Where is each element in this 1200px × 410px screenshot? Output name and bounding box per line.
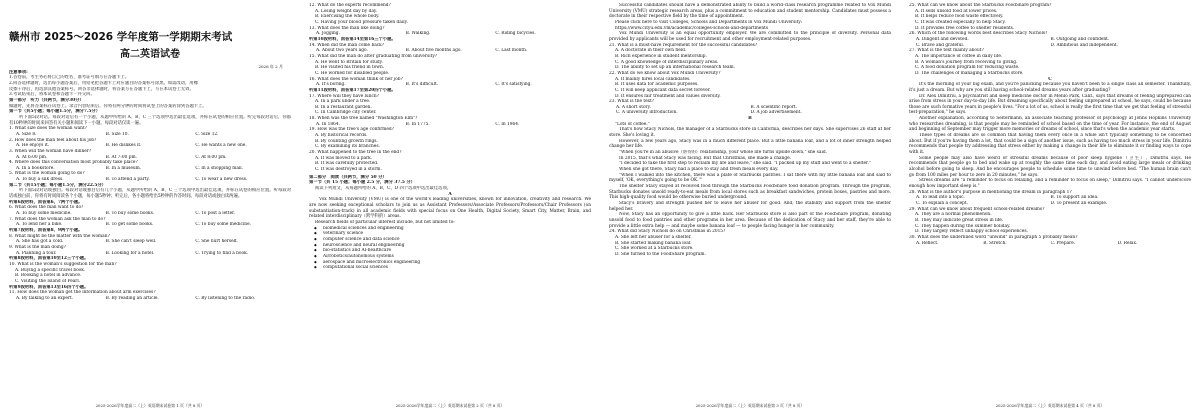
note-line: 皮擦干净后，再选涂其他答案标号。回答非选择题时，将答案写在答题卡上，写在本试卷上无效。 [9,86,194,92]
option-c: C. It was created especially to help Stacy. [915,19,1006,25]
listening-material-label: 听第11段材料，回答第17至第20四个小题。 [309,87,396,93]
option-c: C. Size 12. [195,131,219,137]
part-instructions: 做题时，先将答案标在试卷上。录音内容结束后，你将有两分钟的时间将试卷上的答案转涂到答题卡上。 [9,103,207,109]
note-line: 3.考试结束后，将本试卷和答题卡一并交回。 [9,92,95,98]
field-item: ◆ aerospace and microelectronics engineering [309,260,591,266]
question-5: 5. What is the woman going to do? [9,171,85,177]
option-a: A. Diligent and devoted. [916,36,969,42]
passage-label: C [1048,76,1052,82]
question-8: 8. What might be the matter with the woman? [9,233,110,239]
question-21: 21. What is a must-have requirement for the successful candidates? [609,42,758,48]
option-a: A. Size 8. [16,131,37,137]
option-c: C. Prepare. [1050,240,1076,246]
option-b: B. A woman's journey from receiving to giving. [915,59,1018,65]
passage-label: A [448,191,452,197]
url-text: https://www.cityu.edu.vm/academic/colleges-schools-and-departments [615,25,769,31]
field-item: ◆ computational social sciences [309,265,591,271]
section-instructions: 听下面5段对话或独白。每段对话或独白后有几个小题，从题中所给的 A、B、C 三个选项中选出最佳选项，并标在试卷的相应位置。听每段对话或独白前，你将有时间阅读各个小题，每小题5秒钟；听完后，各小题将给出5秒钟的作答时间。每段对话或独白读两遍。 [9,188,291,200]
option-c: C. Trying to find a book. [195,250,249,256]
option-a: A. In a park under a tree. [315,99,371,105]
page-footer: 2025-2026学年度高二（上）英语期末试卷第 4 页（共 8 页） [995,403,1105,408]
option-d: D. To present an example. [1050,200,1108,206]
option-b: B. By counting growth rings. [315,138,378,144]
question-26: 26. Which of the following words best describes Stacy Nichols? [909,31,1048,37]
options [9,211,291,217]
question-3: 3. When will the woman have dinner? [9,148,92,154]
option-c: C. Having your blood pressure taken daily. [315,19,408,25]
option-b: B. A scientific report. [750,104,797,110]
option-b: B. In 1775. [405,121,430,127]
question-9: 9. What is the man doing? [9,245,66,250]
option-a: A. It's boring. [316,82,346,88]
option-c: C. He wants a new one. [195,143,247,149]
question-14: 14. When did the man come back? [309,42,385,48]
option-c: C. In a shopping mall. [195,165,244,171]
passage-paragraph: Successful candidates should have a demonstrated ability to build a world-class research programme related to Vox Mundi University (VMU) strategic research areas, plus a commitment to education and student mentorship. Candidates must possess a doctorate in their respective field by the time of appointment. [609,3,891,20]
option-b: B. Exercising the whole body. [315,14,380,20]
option-b: B. It uses data for academic purposes. [615,82,699,88]
options [9,296,291,302]
option-a: A. It sells unsold food at lower prices. [915,8,998,14]
option-a: A. By talking to an expert. [16,295,74,301]
option-b: B. In a restaurant garden. [315,104,372,110]
option-b: B. It was carefully protected. [315,161,379,167]
option-b: B. He dislikes it. [105,143,142,149]
option-d: D. The ability to set up an international research team. [615,65,735,71]
option-b: B. To support an idea. [1050,195,1099,201]
question-2: 2. How does the man feel about his job? [9,137,97,143]
option-c: C. A good knowledge of interdisciplinary areas. [615,59,719,65]
field-item: ◆ biomedical sciences and engineering [309,226,591,232]
option-c: C. He worked for disabled people. [315,70,390,76]
passage-label: B [748,116,752,122]
note-line: 2.回答选择题时，选出每小题答案后，用铅笔把答题卡上对应题目的答案标号涂黑。如需改动，用橡 [9,80,198,86]
question-1: 1. What size does the woman want? [9,126,87,132]
passage-paragraph: Please click here to visit Colleges, Schools and Departments in Vox Mundi University: [615,19,803,25]
passage-paragraph: Stress dreams are "a reminder to focus on relaxing, and a reminder to focus on sleep," Dimitriu says. "I cannot underscore enough how important sleep is." [909,178,1191,189]
option-c: C. They happen during the summer holiday. [915,223,1011,229]
passage-paragraph: "I decided to take the first step to reclaim my life and leave," she said. "I packed up my stuff and went to a shelter." [619,161,871,167]
listening-material-label: 听第9段材料，回答第13至16四个小题。 [9,284,89,290]
notes-heading: 注意事项: [9,69,28,75]
option-c: C. She worked at a Starbucks store. [615,246,694,252]
question-7: 7. What does the woman ask the man to do? [9,216,106,222]
question-15: 15. What did the man do after graduating from university? [309,53,438,59]
option-a: A. A doctorate in their own field. [615,48,687,54]
listening-material-label: 听第7段材料，回答第8、9两个小题。 [9,228,83,234]
question-23: 23. What is the text? [609,99,655,105]
question-4: 4. Where does this conversation most probably take place? [9,160,138,166]
listening-material-label: 听第10段材料，回答第14至第16三个小题。 [309,36,396,42]
question-6: 6. What does the man want to do? [9,205,84,211]
part-heading: 第一部分 听力（共两节，满分30分） [9,97,84,103]
passage-paragraph: "Lots of coffee." [615,121,650,127]
option-c: C. A food donation program for reducing waste. [915,65,1020,71]
option-a: A. Jogging. [316,31,340,37]
option-c: C. To explain a concept. [916,200,968,206]
section-instructions: 阅读下列短文，从每题所给的 A、B、C、D 四个选项中选出最佳选项。 [315,186,452,191]
option-a: A. It mainly hires local candidates. [615,76,691,82]
option-c: C. In 1964. [495,121,520,127]
field-item: ◆ neuroscience and neural engineering [309,243,591,249]
passage-paragraph: In 2015, that's what Stacy was facing. But that Christmas, she made a change. [619,155,791,161]
question-25: 25. What can we know about the Starbucks FoodShare program? [909,3,1052,8]
page-footer: 2025-2026学年度高二（上）英语期末试卷第 3 页（共 8 页） [695,403,805,408]
field-item: ◆ bio-statistics and AI-healthcare [309,248,591,254]
option-d: D. It provides free coffee to shelter residents. [915,25,1015,31]
listening-material-label: 听第6段材料，回答第6、7两个小题。 [9,199,83,205]
page-footer: 2025-2026学年度高二（上）英语期末试卷第 2 页（共 8 页） [395,403,505,408]
passage-paragraph: "When you're in an abusive（虐待的）relationship, your whole life turns upside down," she said. [619,150,827,156]
option-b: B. She started making banana loaf. [615,240,692,246]
option-b: B. Booking a hotel in advance. [15,273,82,279]
section-heading: 第一节（共 15 小题；每小题 2.5 分，满分 37.5 分） [309,180,415,186]
field-item: ◆ AI/robotics/autonomous systems [309,254,591,260]
option-d: D. The challenges of managing a Starbucks store. [915,70,1024,76]
section-instructions: 听下面5段对话。每段对话后有一个小题，从题中所给的 A、B、C 三个选项中选出最佳选项，并标在试卷的相应位置。听完每段对话后，你都有10秒钟的时间来回答有关小题和阅读下一小题。每段对话仅读一遍。 [9,114,291,126]
option-d: D. Ambitious and independent. [1050,42,1118,48]
option-a: A. Planning a tour. [16,250,57,256]
exam-page-4 [900,0,1200,410]
option-a: A. To buy a silk dress. [16,177,64,183]
exam-title: 赣州市 2025～2026 学年度第一学期期末考试 [9,31,233,43]
passage-paragraph: That's how Stacy Nichols, the manager of a Starbucks store in California, describes her days. She supervises 26 staff at her store. She's loving it. [609,127,891,139]
option-a: A. At 6:00 pm. [16,154,48,160]
passage-paragraph: Some people may also have weird or stressful dreams because of poor sleep hygiene（卫生）, Dimitriu says. He recommends that people go to bed and wake up at roughly the same time each day, and avoid eating large meals or drinking alcohol before going to sleep. And he encourages people to schedule some time to unwind before bed. "The human brain can't go from 100 miles per hour to zero in 20 minutes," he says. [909,155,1191,178]
option-b: B. To attend a party. [105,177,150,183]
options [909,201,1191,207]
option-a: A. To buy some medicine. [16,211,72,217]
question-13: 13. What does the man like doing? [309,25,385,31]
options [309,82,591,88]
question-29: 29. What can we know about frequent school-related dreams? [909,206,1045,212]
option-a: A. To lead into a topic. [916,195,965,201]
question-18: 18. When was the tree named "Washington Elm"? [309,116,418,122]
option-b: B. Size 10. [105,131,129,137]
option-a: A. A short story. [616,104,651,110]
exam-date: 2026 年 2 月 [258,64,283,69]
exam-page-3 [600,0,900,410]
listening-material-label: 听第8段材料，回答第10至12三个小题。 [9,256,89,262]
note-line: 1.答卷前，考生务必将自己的姓名、准考证号填写在答题卡上。 [9,75,130,81]
option-c: C. In Cambridge city center. [315,110,377,116]
options [9,132,291,138]
passage-paragraph: Now, Stacy has an opportunity to give a little back. Her Starbucks store is also part of the FoodShare program, donating unsold food to food pantries and other programs in her area. Because of the dedication of Stacy and her staff, they're able to provide a little extra help — and maybe some banana loaf — to people facing hunger in her community. [609,212,891,229]
question-12: 12. What do the experts recommend? [309,3,391,8]
option-c: C. A university introduction. [616,110,678,116]
option-d: D. A job advertisement. [750,110,802,116]
option-a: A. Reflect. [916,240,939,246]
option-a: A. They are a normal phenomenon. [915,212,992,218]
option-c: C. By examining its branches. [315,144,380,150]
question-11: 11. How does the woman get the information about arm exercises? [9,290,156,296]
option-c: C. To buy some medicine. [195,222,251,228]
part-heading: 第二部分 阅读（共两节，满分 50 分） [309,174,387,180]
option-b: B. They may indicate great stress in life. [915,217,1004,223]
exam-page-2 [300,0,600,410]
option-c: C. Brave and grateful. [916,42,965,48]
question-16: 16. What does the woman think of her job? [309,76,403,82]
option-a: A. She has got a cold. [16,239,64,245]
option-c: C. Visiting the Island of Pearl. [15,278,81,284]
section-heading: 第二节（共15小题；每小题1.5分，满分22.5分） [9,182,106,188]
passage-paragraph: Dr. Alex Dimitriu, a psychiatrist and sleep medicine doctor in Menlo Park, Calif., says that dreams of feeling unprepared can arise from stress in your day-to-day life. But dreaming specifically about feeling unprepared at school, he says, could be because those are such formative years in people's lives. "For a lot of us, school is really the first time that we get that feeling of stressful test-preparation," he says. [909,93,1191,116]
exam-page-1 [0,0,300,410]
section-heading: 第一节（共5小题；每小题1.5分，满分7.5分） [9,109,100,115]
option-c: C. By listening to the radio. [195,295,256,301]
option-b: B. To get some books. [105,222,154,228]
passage-paragraph: Research fields of particular interest include, but not limited to: [315,219,455,225]
question-22: 22. What do we know about Vox Mundi University? [609,70,721,76]
field-item: ◆ veterinary science [309,231,591,237]
option-b: B. She can't sleep well. [105,239,157,245]
option-c: C. It's satisfying. [495,82,532,88]
options [9,143,291,149]
passage-paragraph: When she got there, Stacy had a place to stay and fresh meals every day. [619,167,779,173]
option-a: A. In 1864. [316,121,340,127]
option-b: B. It's difficult. [405,82,438,88]
exam-subtitle: 高二英语试卷 [120,49,180,60]
option-b: B. Stretch. [983,240,1007,246]
option-b: B. Looking for a hotel. [105,250,155,256]
option-c: C. She hurt herself. [195,239,238,245]
option-b: B. To buy some books. [105,211,155,217]
option-b: B. At 7:00 pm. [105,154,137,160]
option-a: A. The importance of coffee in daily life. [915,53,1003,59]
option-b: B. Walking. [405,31,431,37]
option-a: A. To lend her a bike. [16,222,63,228]
option-d: D. They largely reflect unhappy school experiences. [915,229,1028,235]
option-a: A. He went to Britain for study. [315,59,383,65]
passage-paragraph: It's the morning of your big exam, and you're panicking because you haven't been to a single class all semester. Thankfully, it's just a dream. But why are you still having school-related dreams years after graduating? [909,82,1191,93]
option-a: A. Losing weight day by day. [315,8,378,14]
option-b: B. By reading an article. [105,295,159,301]
option-b: B. About five months ago. [405,48,462,54]
question-10: 10. What is the woman's suggestion for the man? [9,261,117,267]
option-a: A. Buying a specific travel book. [15,267,86,273]
option-d: D. It ensures fair treatment and values diversity. [615,93,721,99]
options [909,241,1191,247]
question-19: 19. How was the tree's age confirmed? [309,127,394,133]
question-30: 30. What does the underlined word "unwind" in paragraph 5 probably mean? [909,234,1078,240]
options [9,177,291,183]
option-c: C. It will keep applicant data secret forever. [615,87,711,93]
option-b: B. Rich experience in student mentorship. [615,53,707,59]
passage-paragraph: Another explanation, according to Seltermann, an associate teaching professor of psychology at Johns Hopkins University who researches dreaming, is that people may be reminded of school based on the time of year. For instance, the end of August and beginning of September may trigger more memories or dreams of school, since that's when the academic year starts. [909,116,1191,133]
option-c: C. To post a letter. [195,211,236,217]
question-28: 28. What is the author's purpose in mentioning the dream in paragraph 1? [909,189,1072,195]
question-17: 17. Where will they have lunch? [309,93,379,99]
question-24: 24. What did Stacy Nichols do on Christmas in 2015? [609,229,726,235]
passage-paragraph: Stacy's bravery and strength pushed her to leave her abuser for good. And, the stability and support from the shelter helped her. [609,200,891,212]
option-c: C. At 8:00 pm. [195,154,227,160]
field-item: ◆ computer science and data science [309,237,591,243]
option-b: B. He visited his friend in town. [315,65,385,71]
passage-paragraph: Vox Mundi University is an equal opportunity employer. We are committed to the principle of diversity. Personal data provided by applicants will be used for recruitment and other employment-related purposes. [609,31,891,42]
passage-paragraph: These types of dreams are so common that having them every once in a while isn't typically something to be concerned about. But if you're having them a lot, that could be a sign of another issue, such as having too much stress in your life. Dimitriu recommends that people try addressing that stress either by making a change in their life to eliminate it or finding ways to cope with it. [909,133,1191,156]
question-20: 20. What happened to the tree in the end? [309,150,402,156]
passage-paragraph: However, a few years ago, Stacy was in a much different place. But a little banana loaf, and a lot of inner strength helped change her life. [609,138,891,150]
option-a: A. In a bookstore. [16,165,55,171]
option-c: C. It was destroyed in a storm. [315,167,382,173]
option-a: A. By historical records. [315,133,368,139]
option-b: B. In a museum. [105,165,142,171]
option-a: A. He enjoys it. [16,143,50,149]
option-b: B. Outgoing and confident. [1050,36,1110,42]
option-c: C. Riding bicycles. [495,31,536,37]
option-a: A. It was moved to a park. [315,155,373,161]
option-c: C. To wear a new dress. [195,177,248,183]
option-d: D. She turned to the FoodShare program. [615,251,706,257]
option-b: B. It helps reduce food waste effectively. [915,14,1004,20]
option-a: A. About two years ago. [316,48,368,54]
option-d: D. Relax. [1117,240,1138,246]
passage-paragraph: The shelter Stacy stayed at received food through the Starbucks FoodShare food donation program. Through the program, Starbucks donates unsold ready-to-eat meals from local stores such as breakfast sandwiches, protein boxes, pastries and more. This high-quality food would be otherwise buried underground. [609,184,891,201]
option-a: A. She left her abuser for a shelter. [615,234,692,240]
passage-paragraph: Vox Mundi University (VMU) is one of the world's leading universities, known for innovation, creativity and research. We are now seeking exceptional scholars to join us as Assistant Professors/Associate Professors/Professors/Chair Professors (on substantiation-track) in all academic fields with special focus on One Health, Digital Society, Smart City, Matter, Brain, and related interdisciplinary（跨学科的）areas. [309,197,591,220]
option-c: C. Last month. [495,48,528,54]
page-footer: 2025-2026学年度高二（上）英语期末试卷第 1 页（共 8 页） [95,403,205,408]
passage-paragraph: "When I walked into the kitchen, there was a plate of Starbucks pastries. I sat there with my little banana loaf and said to myself, 'OK, everything's going to be OK.'" [609,172,891,184]
question-27: 27. What is the text mainly about? [909,48,984,54]
